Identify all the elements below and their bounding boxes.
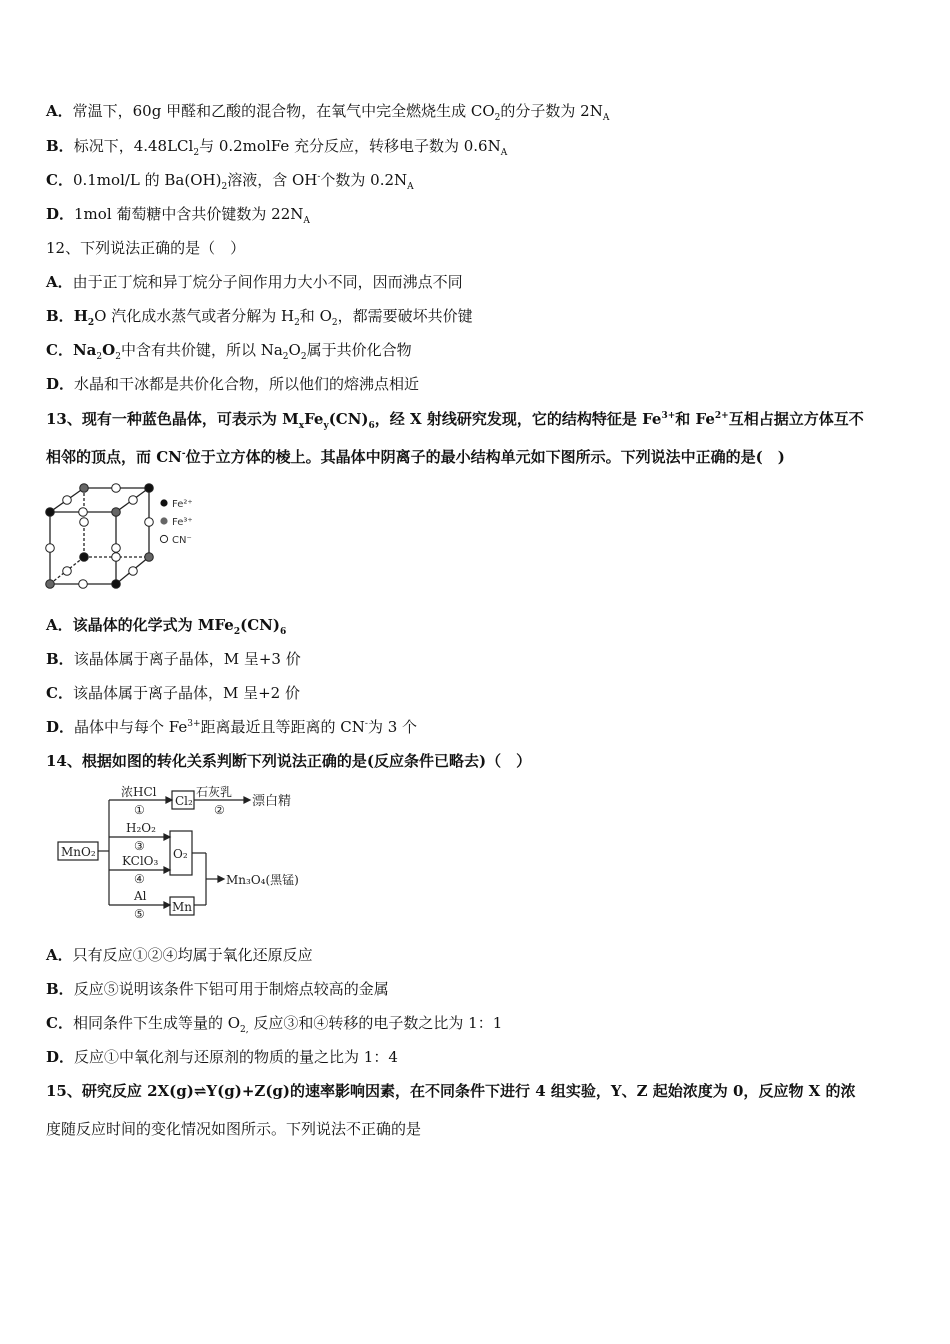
cn-edge: [63, 496, 72, 505]
cn-edge: [145, 518, 154, 527]
cn-edge: [129, 567, 138, 576]
kclo3-label: KClO₃: [122, 854, 159, 868]
cn-edge: [129, 496, 138, 505]
al-label: Al: [134, 889, 147, 903]
q11-option-c: C．0.1mol/L 的 $Ba(OH)_2$溶液，含 OH-个数为 $0.2N_A$: [46, 171, 414, 192]
h2o2-label: H₂O₂: [126, 821, 156, 835]
q14-option-c: C．相同条件下生成等量的 $O_{2,}$ 反应③和④转移的电子数之比为 1：1: [46, 1014, 503, 1035]
q13-stem-line2: 相邻的顶点，而 CN-位于立方体的棱上。其晶体中阴离子的最小结构单元如下图所示。下列说法中正确的是( ): [46, 448, 785, 466]
fe2-corner-back-top-right: [145, 484, 154, 493]
legend-cn-label: CN⁻: [172, 535, 192, 546]
q13-option-d: D．晶体中与每个 $Fe^{3+}$距离最近且等距离的 CN-为 3 个: [46, 718, 418, 736]
q14-option-a: A．只有反应①②④均属于氧化还原反应: [46, 946, 313, 964]
q13-option-b: B．该晶体属于离子晶体，M 呈+3 价: [46, 650, 301, 668]
fe2-corner-back-bottom-left: [80, 553, 89, 562]
mn-label: Mn: [172, 900, 193, 914]
reaction-3-label: ③: [134, 839, 145, 853]
q12-stem: 12、下列说法正确的是（ ）: [46, 239, 246, 257]
legend-fe3-marker: [160, 517, 167, 524]
q14-stem: 14、根据如图的转化关系判断下列说法正确的是(反应条件已略去)（ ）: [46, 752, 532, 770]
hcl-label: 浓HCl: [121, 785, 157, 799]
q15-stem-line1: 15、研究反应 2X(g)⇌Y(g)+Z(g)的速率影响因素，在不同条件下进行 4 组实验，Y、Z 起始浓度为 0，反应物 X 的浓: [46, 1082, 856, 1100]
legend-cn-marker: [160, 535, 167, 542]
cn-edge: [79, 508, 88, 517]
mno2-label: MnO₂: [61, 845, 96, 859]
q11-option-b: B．标况下，4.48LCl$_2$与 0.2molFe 充分反应，转移电子数为 $0.6N_A$: [46, 137, 508, 158]
fe3-corner-front-bottom-left: [46, 580, 55, 589]
reaction-4-label: ④: [134, 872, 145, 886]
q13-option-a: A．该晶体的化学式为 $MFe_2(CN)_6$: [46, 616, 287, 637]
reaction-1-label: ①: [134, 803, 145, 817]
cl2-label: Cl₂: [175, 794, 193, 808]
reaction-2-label: ②: [214, 803, 225, 817]
cn-edge: [80, 518, 89, 527]
cn-edge: [79, 580, 88, 589]
q13-stem-line1: 13、现有一种蓝色晶体，可表示为 $M_xFe_y(CN)_6$，经 X 射线研究发现，它的结构特征是 $Fe^{3+}$和 $Fe^{2+}$互相占据立方体互不: [46, 410, 864, 431]
cn-edge: [46, 544, 55, 553]
mno2-conversion-diagram: [56, 780, 316, 925]
q12-option-b: B．$H_2O$ 汽化成水蒸气或者分解为 $H_2$和 $O_2$，都需要破坏共价键: [46, 307, 473, 328]
q12-option-a: A．由于正丁烷和异丁烷分子间作用力大小不同，因而沸点不同: [46, 273, 463, 291]
fe3-corner-back-top-left: [80, 484, 89, 493]
legend-fe2-label: Fe²⁺: [172, 499, 193, 510]
q14-option-d: D．反应①中氧化剂与还原剂的物质的量之比为 1：4: [46, 1048, 398, 1066]
legend-fe3-label: Fe³⁺: [172, 517, 193, 528]
cn-edge: [112, 484, 121, 493]
lime-milk-label: 石灰乳: [196, 785, 233, 799]
fe2-corner-front-bottom-right: [112, 580, 121, 589]
fe3-corner-front-top-right: [112, 508, 121, 517]
q13-option-c: C．该晶体属于离子晶体，M 呈+2 价: [46, 684, 300, 702]
crystal-structure-figure: [44, 482, 204, 594]
cn-edge: [112, 553, 121, 562]
reaction-5-label: ⑤: [134, 907, 145, 921]
q14-option-b: B．反应⑤说明该条件下铝可用于制熔点较高的金属: [46, 980, 389, 998]
q11-option-a: A．常温下，60g 甲醛和乙酸的混合物，在氧气中完全燃烧生成 $CO_2$的分子数为 $2N_A$: [46, 102, 610, 123]
bleach-label: 漂白精: [252, 794, 292, 809]
q11-option-d: D．1mol 葡萄糖中含共价键数为 $22N_A$: [46, 205, 310, 226]
mn3o4-label: Mn₃O₄(黑锰): [226, 873, 299, 887]
q12-option-d: D．水晶和干冰都是共价化合物，所以他们的熔沸点相近: [46, 375, 420, 393]
fe2-corner-front-top-left: [46, 508, 55, 517]
fe3-corner-back-bottom-right: [145, 553, 154, 562]
q12-option-c: C．$Na_2O_2$中含有共价键，所以 $Na_2O_2$属于共价化合物: [46, 341, 412, 362]
cn-edge: [112, 544, 121, 553]
o2-label: O₂: [173, 847, 188, 861]
q15-stem-line2: 度随反应时间的变化情况如图所示。下列说法不正确的是: [46, 1120, 422, 1138]
legend-fe2-marker: [160, 499, 167, 506]
cn-edge: [63, 567, 72, 576]
